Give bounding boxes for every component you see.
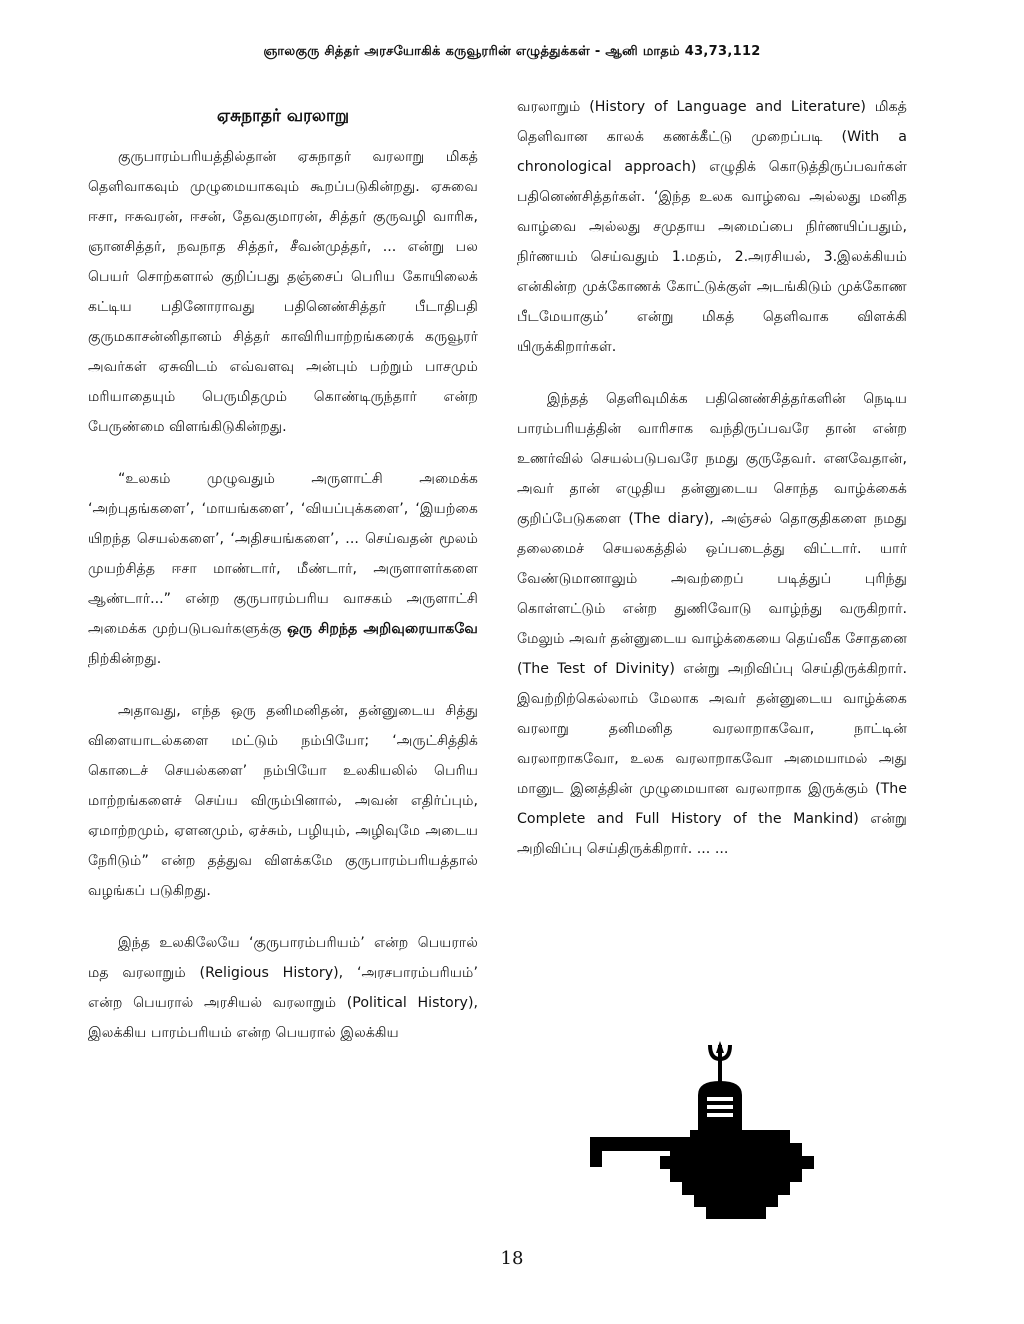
right-paragraph-2: இந்தத் தெளிவுமிக்க பதினெண்சித்தர்களின் நெடிய பாரம்பரியத்தின் வாரிசாக வந்திருப்பவரே தான் என்ற உணர்வில் செயல்படுபவரே நமது குருதேவர். எனவேதான், அவர் தான் எழுதிய தன்னுடைய சொந்த வாழ்க்கைக் குறிப்பேடுகளை (The diary), அஞ்சல் தொகுதிகளை நமது தலைமைச் செயலகத்தில் ஒப்படைத்து விட்டார். யார் வேண்டுமானாலும் அவற்றைப் படித்துப் புரிந்து கொள்ளட்டும் என்ற துணிவோடு வாழ்ந்து வருகிறார். மேலும் அவர் தன்னுடைய வாழ்க்கையை தெய்வீக சோதனை (The Test of Divinity) என்று அறிவிப்பு செய்திருக்கிறார். இவற்றிற்கெல்லாம் மேலாக அவர் தன்னுடைய வாழ்க்கை வரலாறு தனிமனித வரலாறாகவோ, நாட்டின் வரலாறாகவோ, உலக வரலாறாகவோ அமையாமல் அது மானுட இனத்தின் முழுமையான வரலாறாக இருக்கும் (The Complete and Full History of the Mankind) என்று அறிவிப்பு செய்திருக்கிறார். ... ... (517, 391, 907, 857)
left-paragraph-3: அதாவது, எந்த ஒரு தனிமனிதன், தன்னுடைய சித்து விளையாடல்களை மட்டும் நம்பியோ; ‘அருட்சித்திக் கொடைச் செயல்களை’ நம்பியோ உலகியலில் பெரிய மாற்றங்களைச் செய்ய விரும்பினால், அவன் எதிர்ப்பும், ஏமாற்றமும், ஏளனமும், ஏச்சும், பழியும், அழிவுமே அடைய நேரிடும்” என்ற தத்துவ விளக்கமே குருபாரம்பரியத்தால் வழங்கப் படுகிறது. (88, 703, 478, 899)
left-paragraph-2-bold: ஒரு சிறந்த அறிவுரையாகவே (287, 621, 478, 637)
left-paragraph-2-text: “உலகம் முழுவதும் அருளாட்சி அமைக்க ‘அற்புதங்களை’, ‘மாயங்களை’, ‘வியப்புக்களை’, ‘இயற்கை யிறந்த செயல்களை’, ‘அதிசயங்களை’, ... செய்வதன் மூலம் முயற்சித்த ஈசா மாண்டார், மீண்டார், அருளாளர்களை ஆண்டார்...” என்ற குருபாரம்பரிய வாசகம் அருளாட்சி அமைக்க முற்படுபவர்களுக்கு (88, 471, 478, 637)
left-paragraph-4: இந்த உலகிலேயே ‘குருபாரம்பரியம்’ என்ற பெயரால் மத வரலாறும் (Religious History), ‘அரசபாரம்பரியம்’ என்ற பெயரால் அரசியல் வரலாறும் (Political History), இலக்கிய பாரம்பரியம் என்ற பெயரால் இலக்கிய (88, 935, 478, 1041)
page-header: ஞாலகுரு சித்தர் அரசயோகிக் கருவூரரின் எழுத்துக்கள் - ஆனி மாதம் 43,73,112 (263, 44, 761, 59)
right-column (517, 92, 907, 886)
left-paragraph-1: குருபாரம்பரியத்தில்தான் ஏசுநாதர் வரலாறு மிகத் தெளிவாகவும் முழுமையாகவும் கூறப்படுகின்றது. ஏசுவை ஈசா, ஈசுவரன், ஈசன், தேவகுமாரன், சித்தர் குருவழி வாரிசு, ஞானசித்தர், நவநாத சித்தர், சீவன்முத்தர், ... என்று பல பெயர் சொற்களால் குறிப்பது தஞ்சைப் பெரிய கோயிலைக் கட்டிய பதினோராவது பதினெண்சித்தர் பீடாதிபதி குருமகாசன்னிதானம் சித்தர் காவிரியாற்றங்கரைக் கருவூரர் அவர்கள் ஏசுவிடம் எவ்வளவு அன்பும் பற்றும் பாசமும் மரியாதையும் பெருமிதமும் கொண்டிருந்தார் என்ற பேருண்மை விளங்கிடுகின்றது. (88, 149, 478, 435)
right-paragraph-1: வரலாறும் (History of Language and Literature) மிகத் தெளிவான காலக் கணக்கீட்டு முறைப்படி (With a chronological approach) எழுதிக் கொடுத்திருப்பவர்கள் பதினெண்சித்தர்கள். ‘இந்த உலக வாழ்வை அல்லது மனித வாழ்வை அல்லது சமுதாய அமைப்பை நிர்ணயிப்பதும், நிர்ணயம் செய்வதும் 1.மதம், 2.அரசியல், 3.இலக்கியம் என்கின்ற முக்கோணக் கோட்டுக்குள் அடங்கிடும் முக்கோண பீடமேயாகும்’ என்று மிகத் தெளிவாக விளக்கி யிருக்கிறார்கள். (517, 99, 907, 355)
left-column (88, 92, 478, 1070)
left-paragraph-2 (88, 464, 478, 674)
article-title: ஏசுநாதர் வரலாறு (216, 106, 350, 126)
page-number: 18 (500, 1248, 524, 1269)
left-paragraph-2-end: நிற்கின்றது. (88, 651, 162, 667)
shiva-lingam-with-trident-icon (580, 1035, 830, 1230)
